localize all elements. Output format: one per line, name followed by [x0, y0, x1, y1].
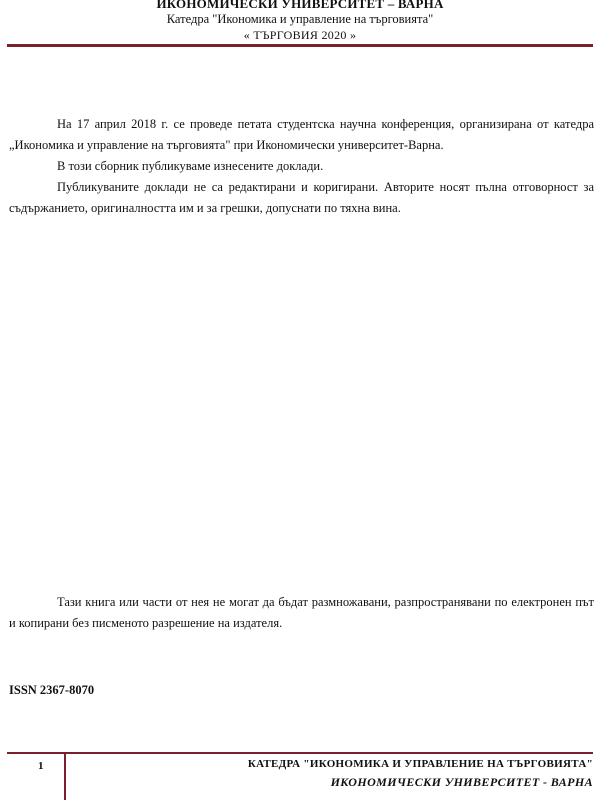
footer-university-name: ИКОНОМИЧЕСКИ УНИВЕРСИТЕТ - ВАРНА	[330, 775, 593, 789]
intro-paragraph: В този сборник публикуваме изнесените доклади.	[57, 159, 324, 173]
copyright-notice-text: Тази книга или части от нея не могат да бъдат размножавани, разпространявани по електронен път и копирани без писменото разрешение на издателя.	[9, 595, 594, 630]
header-department-name: Катедра "Икономика и управление на търговията"	[166, 12, 434, 26]
footer-vertical-divider	[64, 754, 66, 800]
footer-divider-line	[7, 752, 593, 754]
header-university-name: ИКОНОМИЧЕСКИ УНИВЕРСИТЕТ – ВАРНА	[156, 0, 444, 11]
issn-number: ISSN 2367-8070	[9, 683, 95, 697]
intro-paragraph: Публикуваните доклади не са редактирани и коригирани. Авторите носят пълна отговорност за съдържанието, оригиналността им и за грешки, допуснати по тяхна вина.	[9, 180, 594, 215]
page-header	[0, 0, 600, 42]
copyright-notice-section	[9, 592, 594, 634]
page-number: 1	[38, 760, 44, 772]
header-divider-line	[7, 44, 593, 47]
page-footer	[248, 757, 593, 791]
footer-department-name: КАТЕДРА "ИКОНОМИКА И УПРАВЛЕНИЕ НА ТЪРГОВИЯТА"	[247, 758, 593, 770]
header-conference-title: « ТЪРГОВИЯ 2020 »	[243, 28, 357, 42]
intro-section	[9, 114, 594, 219]
intro-paragraph: На 17 април 2018 г. се проведе петата студентска научна конференция, организирана от катедра „Икономика и управление на търговията" при Икономически университет-Варна.	[9, 117, 594, 152]
